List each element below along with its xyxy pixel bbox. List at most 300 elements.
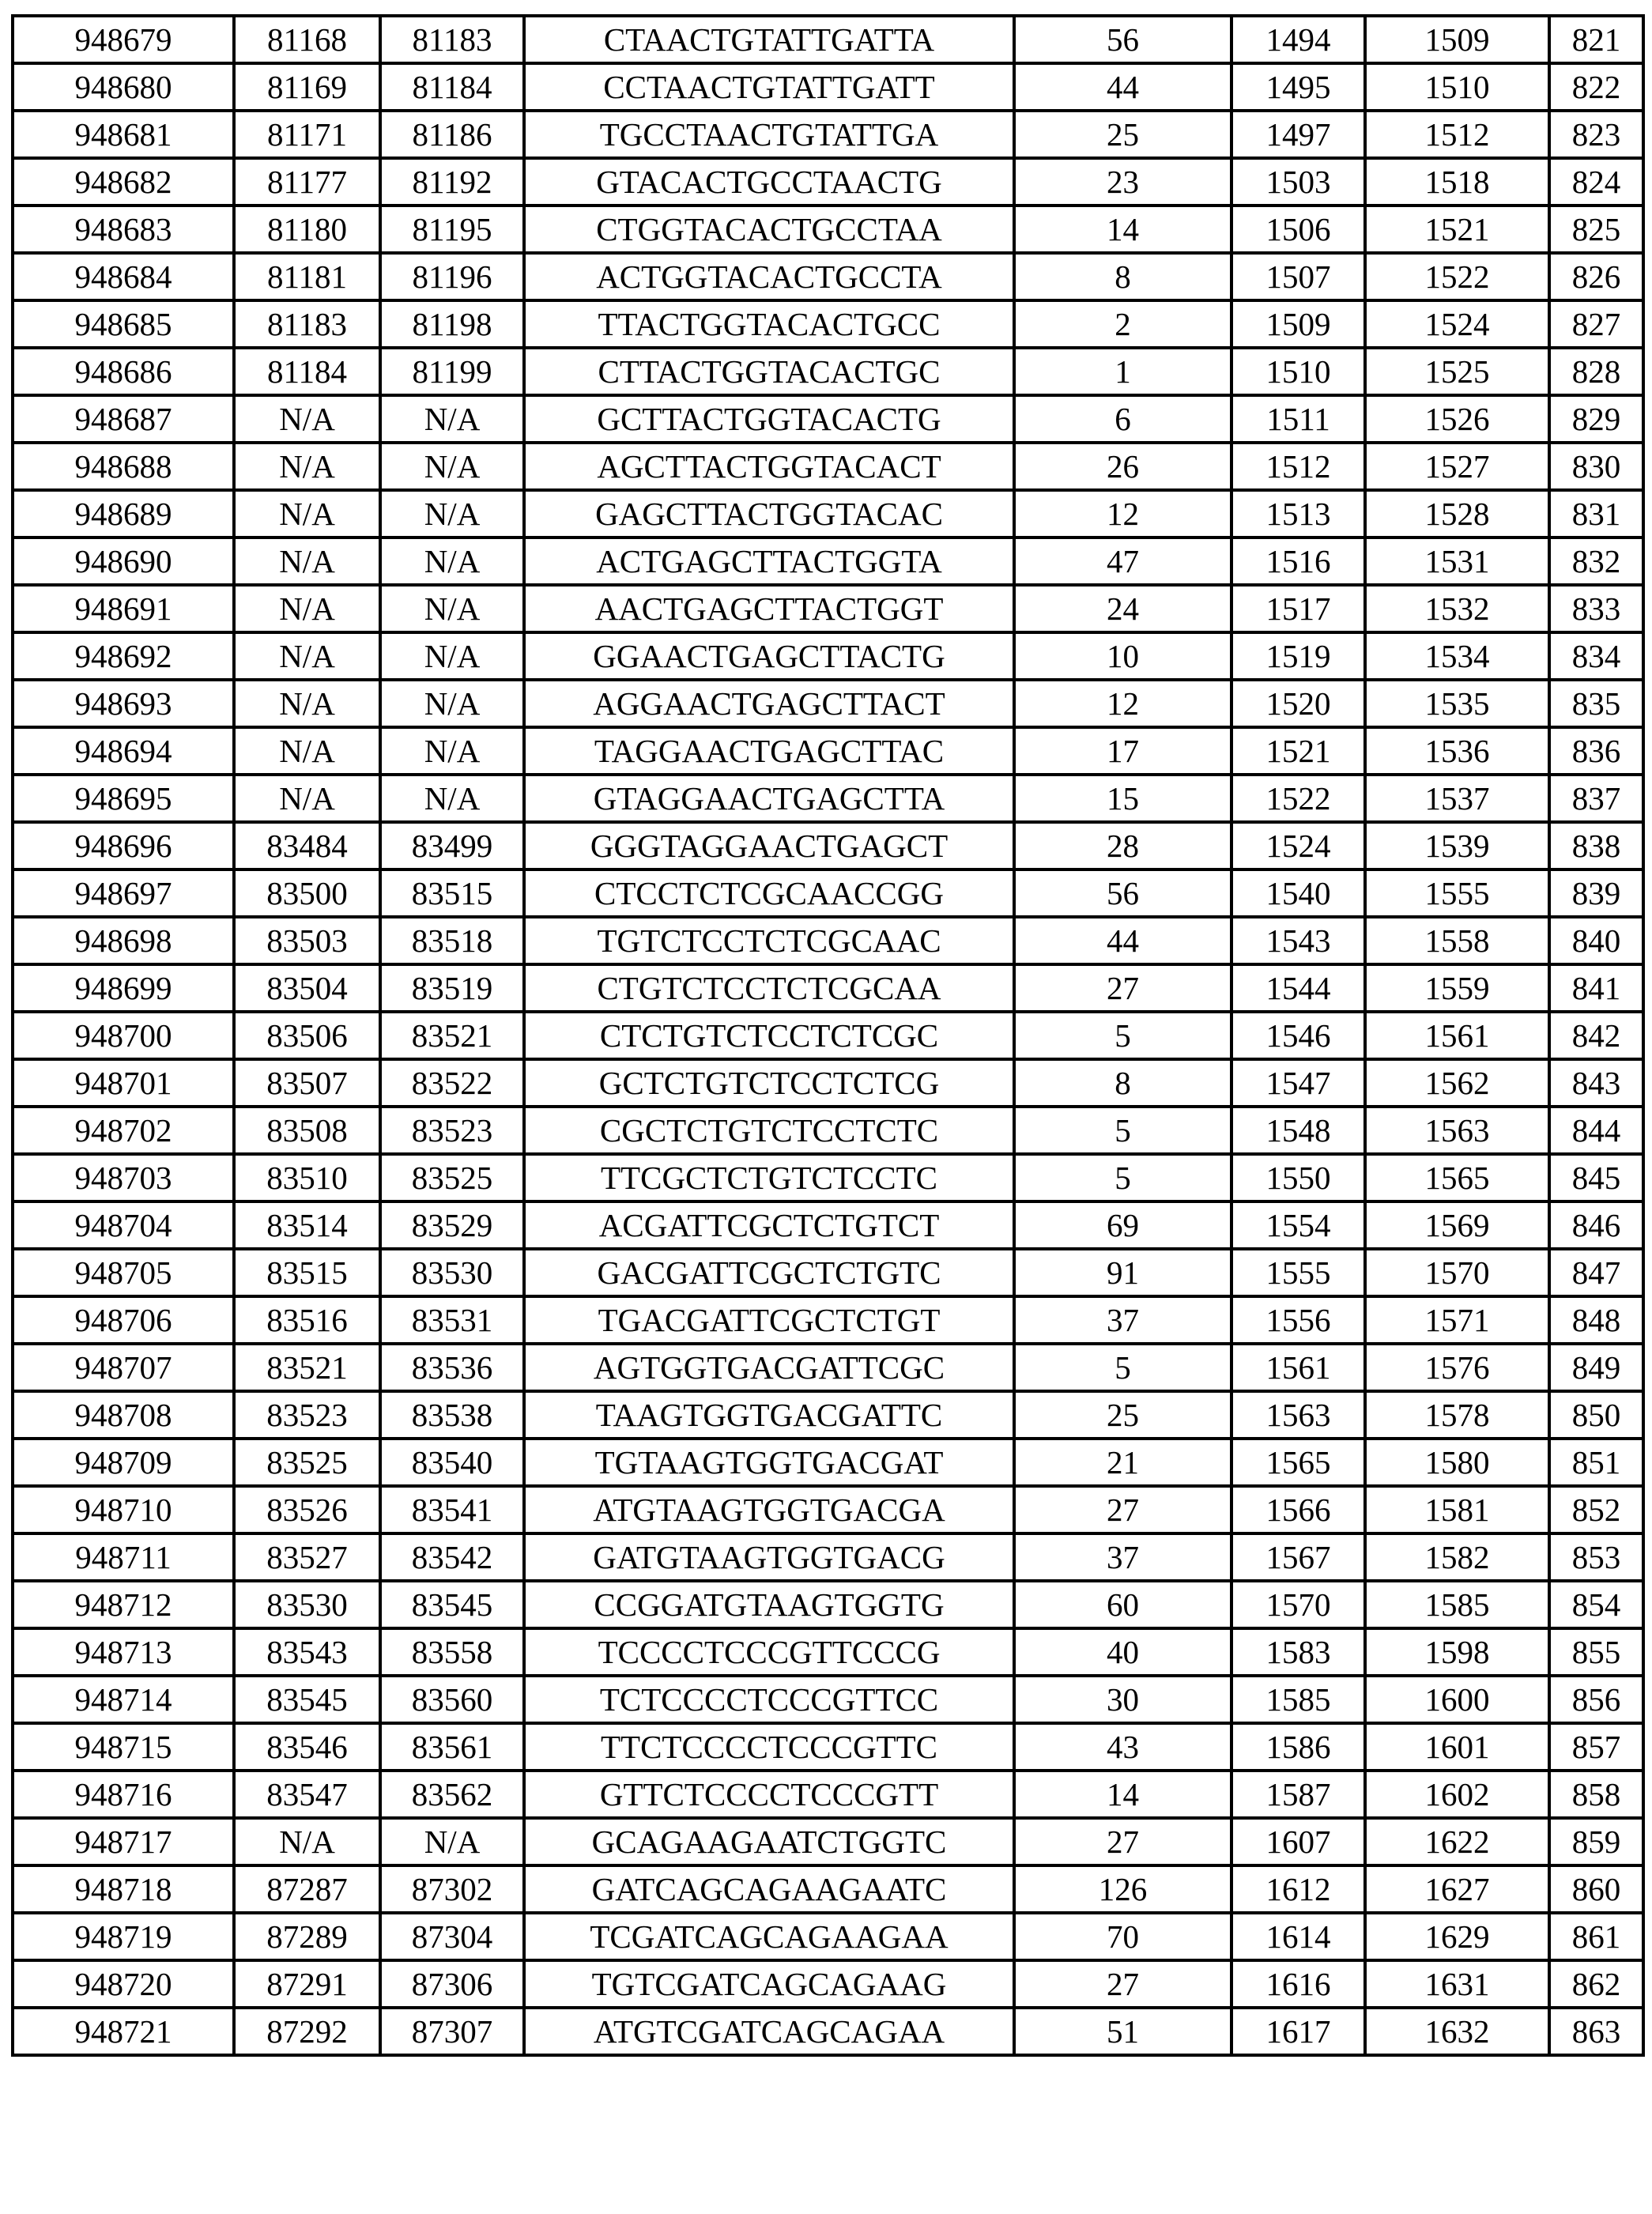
table-row <box>13 348 1643 395</box>
stop-site-a-cell: 87302 <box>380 1865 524 1913</box>
stop-site-a-cell: 83499 <box>380 822 524 869</box>
seq-id-cell: 825 <box>1549 206 1643 253</box>
stop-site-b-cell: 1569 <box>1365 1201 1549 1249</box>
start-site-a-cell: 83521 <box>234 1344 380 1391</box>
compound-id-cell: 948687 <box>13 395 234 443</box>
seq-id-cell: 847 <box>1549 1249 1643 1296</box>
stop-site-b-cell: 1632 <box>1365 2008 1549 2055</box>
start-site-a-cell: 83515 <box>234 1249 380 1296</box>
stop-site-b-cell: 1600 <box>1365 1676 1549 1723</box>
seq-id-cell: 850 <box>1549 1391 1643 1439</box>
start-site-b-cell: 1583 <box>1231 1628 1365 1676</box>
stop-site-a-cell: 83536 <box>380 1344 524 1391</box>
sequence-cell: CTTACTGGTACACTGC <box>524 348 1014 395</box>
compound-id-cell: 948694 <box>13 727 234 775</box>
sequence-cell: CCTAACTGTATTGATT <box>524 63 1014 111</box>
compound-id-cell: 948692 <box>13 632 234 680</box>
compound-id-cell: 948705 <box>13 1249 234 1296</box>
compound-id-cell: 948684 <box>13 253 234 300</box>
stop-site-a-cell: N/A <box>380 395 524 443</box>
stop-site-a-cell: 83521 <box>380 1012 524 1059</box>
table-row <box>13 775 1643 822</box>
stop-site-b-cell: 1581 <box>1365 1486 1549 1533</box>
stop-site-a-cell: 83560 <box>380 1676 524 1723</box>
sequence-cell: AGGAACTGAGCTTACT <box>524 680 1014 727</box>
start-site-a-cell: N/A <box>234 727 380 775</box>
compound-id-cell: 948686 <box>13 348 234 395</box>
stop-site-b-cell: 1534 <box>1365 632 1549 680</box>
compound-id-cell: 948702 <box>13 1107 234 1154</box>
table-row <box>13 585 1643 632</box>
start-site-b-cell: 1513 <box>1231 490 1365 537</box>
start-site-a-cell: 87287 <box>234 1865 380 1913</box>
table-row <box>13 680 1643 727</box>
sequence-cell: ATGTAAGTGGTGACGA <box>524 1486 1014 1533</box>
seq-id-cell: 857 <box>1549 1723 1643 1771</box>
start-site-a-cell: 83484 <box>234 822 380 869</box>
stop-site-b-cell: 1527 <box>1365 443 1549 490</box>
stop-site-a-cell: 81184 <box>380 63 524 111</box>
stop-site-b-cell: 1578 <box>1365 1391 1549 1439</box>
seq-id-cell: 845 <box>1549 1154 1643 1201</box>
stop-site-b-cell: 1537 <box>1365 775 1549 822</box>
compound-id-cell: 948697 <box>13 869 234 917</box>
start-site-a-cell: 83514 <box>234 1201 380 1249</box>
start-site-b-cell: 1511 <box>1231 395 1365 443</box>
seq-id-cell: 834 <box>1549 632 1643 680</box>
seq-id-cell: 826 <box>1549 253 1643 300</box>
seq-id-cell: 856 <box>1549 1676 1643 1723</box>
stop-site-a-cell: 81183 <box>380 16 524 63</box>
value-cell: 27 <box>1014 1486 1231 1533</box>
seq-id-cell: 836 <box>1549 727 1643 775</box>
table-row <box>13 111 1643 158</box>
start-site-b-cell: 1506 <box>1231 206 1365 253</box>
table-row <box>13 158 1643 206</box>
start-site-b-cell: 1544 <box>1231 964 1365 1012</box>
stop-site-b-cell: 1526 <box>1365 395 1549 443</box>
table-row <box>13 490 1643 537</box>
seq-id-cell: 828 <box>1549 348 1643 395</box>
start-site-a-cell: N/A <box>234 775 380 822</box>
table-row <box>13 1391 1643 1439</box>
stop-site-a-cell: 83518 <box>380 917 524 964</box>
sequence-cell: AGTGGTGACGATTCGC <box>524 1344 1014 1391</box>
start-site-a-cell: 83525 <box>234 1439 380 1486</box>
stop-site-b-cell: 1524 <box>1365 300 1549 348</box>
table-row <box>13 1533 1643 1581</box>
start-site-b-cell: 1524 <box>1231 822 1365 869</box>
seq-id-cell: 852 <box>1549 1486 1643 1533</box>
start-site-b-cell: 1570 <box>1231 1581 1365 1628</box>
compound-id-cell: 948709 <box>13 1439 234 1486</box>
value-cell: 14 <box>1014 206 1231 253</box>
start-site-b-cell: 1521 <box>1231 727 1365 775</box>
start-site-b-cell: 1509 <box>1231 300 1365 348</box>
stop-site-b-cell: 1622 <box>1365 1818 1549 1865</box>
value-cell: 14 <box>1014 1771 1231 1818</box>
stop-site-a-cell: N/A <box>380 680 524 727</box>
value-cell: 5 <box>1014 1107 1231 1154</box>
stop-site-a-cell: 81186 <box>380 111 524 158</box>
start-site-a-cell: 81169 <box>234 63 380 111</box>
start-site-a-cell: 81171 <box>234 111 380 158</box>
compound-id-cell: 948690 <box>13 537 234 585</box>
seq-id-cell: 854 <box>1549 1581 1643 1628</box>
seq-id-cell: 824 <box>1549 158 1643 206</box>
start-site-a-cell: 83545 <box>234 1676 380 1723</box>
start-site-a-cell: N/A <box>234 680 380 727</box>
stop-site-a-cell: 83529 <box>380 1201 524 1249</box>
sequence-cell: TAGGAACTGAGCTTAC <box>524 727 1014 775</box>
compound-id-cell: 948700 <box>13 1012 234 1059</box>
compound-id-cell: 948691 <box>13 585 234 632</box>
start-site-b-cell: 1567 <box>1231 1533 1365 1581</box>
stop-site-b-cell: 1627 <box>1365 1865 1549 1913</box>
start-site-a-cell: N/A <box>234 537 380 585</box>
start-site-a-cell: N/A <box>234 632 380 680</box>
stop-site-b-cell: 1602 <box>1365 1771 1549 1818</box>
stop-site-b-cell: 1509 <box>1365 16 1549 63</box>
stop-site-b-cell: 1576 <box>1365 1344 1549 1391</box>
value-cell: 37 <box>1014 1533 1231 1581</box>
compound-id-cell: 948679 <box>13 16 234 63</box>
compound-id-cell: 948712 <box>13 1581 234 1628</box>
table-row <box>13 1865 1643 1913</box>
compound-id-cell: 948688 <box>13 443 234 490</box>
start-site-b-cell: 1522 <box>1231 775 1365 822</box>
stop-site-b-cell: 1559 <box>1365 964 1549 1012</box>
seq-id-cell: 829 <box>1549 395 1643 443</box>
stop-site-a-cell: 87304 <box>380 1913 524 1960</box>
value-cell: 43 <box>1014 1723 1231 1771</box>
stop-site-a-cell: 83540 <box>380 1439 524 1486</box>
start-site-b-cell: 1540 <box>1231 869 1365 917</box>
table-row <box>13 822 1643 869</box>
seq-id-cell: 830 <box>1549 443 1643 490</box>
sequence-cell: CCGGATGTAAGTGGTG <box>524 1581 1014 1628</box>
start-site-b-cell: 1607 <box>1231 1818 1365 1865</box>
seq-id-cell: 833 <box>1549 585 1643 632</box>
start-site-b-cell: 1617 <box>1231 2008 1365 2055</box>
sequence-cell: TGTAAGTGGTGACGAT <box>524 1439 1014 1486</box>
oligonucleotide-table <box>11 14 1645 2057</box>
start-site-b-cell: 1517 <box>1231 585 1365 632</box>
stop-site-a-cell: N/A <box>380 727 524 775</box>
start-site-b-cell: 1507 <box>1231 253 1365 300</box>
sequence-cell: GTAGGAACTGAGCTTA <box>524 775 1014 822</box>
stop-site-a-cell: 83522 <box>380 1059 524 1107</box>
stop-site-a-cell: 83562 <box>380 1771 524 1818</box>
start-site-b-cell: 1561 <box>1231 1344 1365 1391</box>
table-row <box>13 300 1643 348</box>
start-site-a-cell: 83543 <box>234 1628 380 1676</box>
table-row <box>13 1628 1643 1676</box>
seq-id-cell: 823 <box>1549 111 1643 158</box>
start-site-a-cell: 81181 <box>234 253 380 300</box>
value-cell: 2 <box>1014 300 1231 348</box>
table-row <box>13 1012 1643 1059</box>
value-cell: 12 <box>1014 680 1231 727</box>
compound-id-cell: 948706 <box>13 1296 234 1344</box>
sequence-cell: GCAGAAGAATCTGGTC <box>524 1818 1014 1865</box>
start-site-a-cell: 83527 <box>234 1533 380 1581</box>
seq-id-cell: 843 <box>1549 1059 1643 1107</box>
value-cell: 70 <box>1014 1913 1231 1960</box>
table-row <box>13 1107 1643 1154</box>
seq-id-cell: 855 <box>1549 1628 1643 1676</box>
compound-id-cell: 948715 <box>13 1723 234 1771</box>
stop-site-a-cell: 81195 <box>380 206 524 253</box>
start-site-a-cell: 83523 <box>234 1391 380 1439</box>
start-site-a-cell: 81177 <box>234 158 380 206</box>
compound-id-cell: 948682 <box>13 158 234 206</box>
start-site-a-cell: N/A <box>234 490 380 537</box>
table-row <box>13 1154 1643 1201</box>
seq-id-cell: 846 <box>1549 1201 1643 1249</box>
seq-id-cell: 839 <box>1549 869 1643 917</box>
table-row <box>13 1344 1643 1391</box>
seq-id-cell: 835 <box>1549 680 1643 727</box>
table-row <box>13 1296 1643 1344</box>
start-site-a-cell: 83507 <box>234 1059 380 1107</box>
value-cell: 37 <box>1014 1296 1231 1344</box>
seq-id-cell: 827 <box>1549 300 1643 348</box>
sequence-cell: ACTGGTACACTGCCTA <box>524 253 1014 300</box>
start-site-a-cell: N/A <box>234 1818 380 1865</box>
compound-id-cell: 948704 <box>13 1201 234 1249</box>
seq-id-cell: 840 <box>1549 917 1643 964</box>
compound-id-cell: 948714 <box>13 1676 234 1723</box>
stop-site-a-cell: 83525 <box>380 1154 524 1201</box>
seq-id-cell: 858 <box>1549 1771 1643 1818</box>
start-site-b-cell: 1616 <box>1231 1960 1365 2008</box>
start-site-b-cell: 1512 <box>1231 443 1365 490</box>
start-site-b-cell: 1550 <box>1231 1154 1365 1201</box>
value-cell: 1 <box>1014 348 1231 395</box>
seq-id-cell: 853 <box>1549 1533 1643 1581</box>
sequence-cell: CTGTCTCCTCTCGCAA <box>524 964 1014 1012</box>
sequence-cell: CGCTCTGTCTCCTCTC <box>524 1107 1014 1154</box>
start-site-b-cell: 1556 <box>1231 1296 1365 1344</box>
sequence-cell: TTCTCCCCTCCCGTTC <box>524 1723 1014 1771</box>
sequence-cell: GAGCTTACTGGTACAC <box>524 490 1014 537</box>
stop-site-a-cell: 83542 <box>380 1533 524 1581</box>
stop-site-b-cell: 1536 <box>1365 727 1549 775</box>
stop-site-a-cell: 83558 <box>380 1628 524 1676</box>
stop-site-a-cell: 87307 <box>380 2008 524 2055</box>
start-site-b-cell: 1497 <box>1231 111 1365 158</box>
stop-site-b-cell: 1565 <box>1365 1154 1549 1201</box>
stop-site-b-cell: 1510 <box>1365 63 1549 111</box>
stop-site-b-cell: 1598 <box>1365 1628 1549 1676</box>
value-cell: 5 <box>1014 1012 1231 1059</box>
start-site-a-cell: 83530 <box>234 1581 380 1628</box>
start-site-b-cell: 1585 <box>1231 1676 1365 1723</box>
compound-id-cell: 948693 <box>13 680 234 727</box>
stop-site-a-cell: 83531 <box>380 1296 524 1344</box>
sequence-cell: TCGATCAGCAGAAGAA <box>524 1913 1014 1960</box>
compound-id-cell: 948701 <box>13 1059 234 1107</box>
compound-id-cell: 948680 <box>13 63 234 111</box>
table-row <box>13 63 1643 111</box>
value-cell: 47 <box>1014 537 1231 585</box>
table-row <box>13 2008 1643 2055</box>
value-cell: 51 <box>1014 2008 1231 2055</box>
seq-id-cell: 821 <box>1549 16 1643 63</box>
value-cell: 56 <box>1014 16 1231 63</box>
value-cell: 24 <box>1014 585 1231 632</box>
stop-site-b-cell: 1525 <box>1365 348 1549 395</box>
stop-site-a-cell: N/A <box>380 1818 524 1865</box>
data-table-container <box>11 14 1645 2057</box>
compound-id-cell: 948708 <box>13 1391 234 1439</box>
table-row <box>13 917 1643 964</box>
stop-site-a-cell: N/A <box>380 490 524 537</box>
table-row <box>13 1676 1643 1723</box>
start-site-a-cell: 83506 <box>234 1012 380 1059</box>
stop-site-b-cell: 1555 <box>1365 869 1549 917</box>
compound-id-cell: 948711 <box>13 1533 234 1581</box>
start-site-a-cell: 83516 <box>234 1296 380 1344</box>
value-cell: 5 <box>1014 1154 1231 1201</box>
seq-id-cell: 832 <box>1549 537 1643 585</box>
compound-id-cell: 948685 <box>13 300 234 348</box>
value-cell: 25 <box>1014 1391 1231 1439</box>
table-row <box>13 1059 1643 1107</box>
start-site-b-cell: 1520 <box>1231 680 1365 727</box>
table-row <box>13 395 1643 443</box>
stop-site-b-cell: 1532 <box>1365 585 1549 632</box>
start-site-b-cell: 1494 <box>1231 16 1365 63</box>
stop-site-a-cell: N/A <box>380 443 524 490</box>
sequence-cell: GCTTACTGGTACACTG <box>524 395 1014 443</box>
value-cell: 23 <box>1014 158 1231 206</box>
value-cell: 8 <box>1014 1059 1231 1107</box>
table-row <box>13 1486 1643 1533</box>
stop-site-a-cell: 83519 <box>380 964 524 1012</box>
stop-site-a-cell: N/A <box>380 775 524 822</box>
value-cell: 10 <box>1014 632 1231 680</box>
compound-id-cell: 948699 <box>13 964 234 1012</box>
seq-id-cell: 863 <box>1549 2008 1643 2055</box>
start-site-b-cell: 1555 <box>1231 1249 1365 1296</box>
stop-site-b-cell: 1629 <box>1365 1913 1549 1960</box>
stop-site-a-cell: 83561 <box>380 1723 524 1771</box>
start-site-a-cell: 83504 <box>234 964 380 1012</box>
stop-site-a-cell: 83538 <box>380 1391 524 1439</box>
start-site-a-cell: 83546 <box>234 1723 380 1771</box>
compound-id-cell: 948707 <box>13 1344 234 1391</box>
start-site-b-cell: 1495 <box>1231 63 1365 111</box>
compound-id-cell: 948721 <box>13 2008 234 2055</box>
sequence-cell: CTGGTACACTGCCTAA <box>524 206 1014 253</box>
value-cell: 12 <box>1014 490 1231 537</box>
stop-site-b-cell: 1562 <box>1365 1059 1549 1107</box>
stop-site-b-cell: 1539 <box>1365 822 1549 869</box>
compound-id-cell: 948718 <box>13 1865 234 1913</box>
start-site-b-cell: 1548 <box>1231 1107 1365 1154</box>
value-cell: 21 <box>1014 1439 1231 1486</box>
sequence-cell: TGTCGATCAGCAGAAG <box>524 1960 1014 2008</box>
seq-id-cell: 841 <box>1549 964 1643 1012</box>
table-row <box>13 727 1643 775</box>
sequence-cell: TTACTGGTACACTGCC <box>524 300 1014 348</box>
compound-id-cell: 948716 <box>13 1771 234 1818</box>
start-site-b-cell: 1503 <box>1231 158 1365 206</box>
compound-id-cell: 948689 <box>13 490 234 537</box>
table-row <box>13 1439 1643 1486</box>
seq-id-cell: 861 <box>1549 1913 1643 1960</box>
stop-site-a-cell: 87306 <box>380 1960 524 2008</box>
value-cell: 27 <box>1014 1818 1231 1865</box>
sequence-cell: TGACGATTCGCTCTGT <box>524 1296 1014 1344</box>
stop-site-b-cell: 1528 <box>1365 490 1549 537</box>
start-site-b-cell: 1563 <box>1231 1391 1365 1439</box>
sequence-cell: GATGTAAGTGGTGACG <box>524 1533 1014 1581</box>
stop-site-b-cell: 1582 <box>1365 1533 1549 1581</box>
sequence-cell: TCTCCCCTCCCGTTCC <box>524 1676 1014 1723</box>
compound-id-cell: 948698 <box>13 917 234 964</box>
compound-id-cell: 948720 <box>13 1960 234 2008</box>
table-row <box>13 1818 1643 1865</box>
sequence-cell: CTCTGTCTCCTCTCGC <box>524 1012 1014 1059</box>
start-site-b-cell: 1546 <box>1231 1012 1365 1059</box>
start-site-a-cell: 83508 <box>234 1107 380 1154</box>
start-site-b-cell: 1516 <box>1231 537 1365 585</box>
stop-site-b-cell: 1521 <box>1365 206 1549 253</box>
value-cell: 17 <box>1014 727 1231 775</box>
value-cell: 44 <box>1014 63 1231 111</box>
sequence-cell: GTTCTCCCCTCCCGTT <box>524 1771 1014 1818</box>
compound-id-cell: 948683 <box>13 206 234 253</box>
sequence-cell: TGTCTCCTCTCGCAAC <box>524 917 1014 964</box>
start-site-a-cell: N/A <box>234 443 380 490</box>
table-row <box>13 16 1643 63</box>
sequence-cell: ATGTCGATCAGCAGAA <box>524 2008 1014 2055</box>
table-row <box>13 1913 1643 1960</box>
stop-site-a-cell: 83530 <box>380 1249 524 1296</box>
table-row <box>13 1581 1643 1628</box>
start-site-b-cell: 1519 <box>1231 632 1365 680</box>
value-cell: 27 <box>1014 964 1231 1012</box>
sequence-cell: TTCGCTCTGTCTCCTC <box>524 1154 1014 1201</box>
start-site-a-cell: N/A <box>234 585 380 632</box>
stop-site-a-cell: 83541 <box>380 1486 524 1533</box>
sequence-cell: CTAACTGTATTGATTA <box>524 16 1014 63</box>
seq-id-cell: 822 <box>1549 63 1643 111</box>
stop-site-b-cell: 1512 <box>1365 111 1549 158</box>
stop-site-b-cell: 1580 <box>1365 1439 1549 1486</box>
value-cell: 40 <box>1014 1628 1231 1676</box>
stop-site-a-cell: N/A <box>380 585 524 632</box>
start-site-a-cell: 87289 <box>234 1913 380 1960</box>
stop-site-a-cell: 83545 <box>380 1581 524 1628</box>
table-row <box>13 1960 1643 2008</box>
stop-site-a-cell: N/A <box>380 537 524 585</box>
table-row <box>13 1201 1643 1249</box>
start-site-a-cell: 83503 <box>234 917 380 964</box>
value-cell: 56 <box>1014 869 1231 917</box>
start-site-b-cell: 1510 <box>1231 348 1365 395</box>
start-site-a-cell: 81183 <box>234 300 380 348</box>
start-site-a-cell: 83510 <box>234 1154 380 1201</box>
value-cell: 30 <box>1014 1676 1231 1723</box>
stop-site-b-cell: 1522 <box>1365 253 1549 300</box>
sequence-cell: GGGTAGGAACTGAGCT <box>524 822 1014 869</box>
table-row <box>13 253 1643 300</box>
seq-id-cell: 831 <box>1549 490 1643 537</box>
